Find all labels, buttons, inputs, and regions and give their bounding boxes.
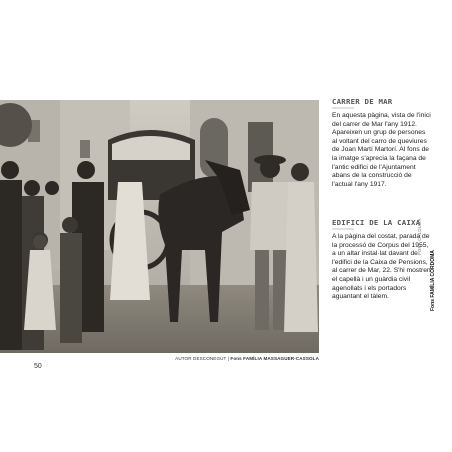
street-scene-photo (0, 100, 319, 353)
section-body: A la pàgina del costat, parada de la processó de Corpus del 1955, a un altar instal·lat davant de l'edifici de la Caixa de Pensions, al carrer de Mar, 22. S'hi mostren el capellà i un guàrdia civil agenollats i els portadors aguantant el tàlem. (332, 233, 431, 301)
caption-separator: | (227, 356, 231, 361)
side-running-title: FORA CALDUDA (417, 218, 422, 255)
section-body: En aquesta pàgina, vista de l'inici del carrer de Mar l'any 1912. Apareixen un grup de persones al voltant del carro de queviures de Joan Martí Martorí. Al fons de la imatge s'aprecia la façana de l'antic edifici de l'Ajuntament abans de la construcció de l'actual l'any 1917. (332, 112, 431, 188)
photo-caption (0, 356, 319, 364)
heading-divider (332, 228, 354, 230)
section-heading: EDIFICI DE LA CAIXA (332, 218, 421, 227)
caption-author: AUTOR DESCONEGUT (175, 356, 227, 361)
page-number: 50 (34, 363, 42, 370)
side-photo-credit: Fons FAMÍLIA CORDOMA (430, 250, 436, 311)
section-heading: CARRER DE MAR (332, 97, 393, 106)
historical-photo (0, 100, 319, 353)
heading-divider (332, 107, 354, 109)
section-carrer-de-mar (332, 97, 432, 189)
caption-credit: Fons FAMÍLIA MASSAGUER-CASSOLA (230, 356, 319, 361)
